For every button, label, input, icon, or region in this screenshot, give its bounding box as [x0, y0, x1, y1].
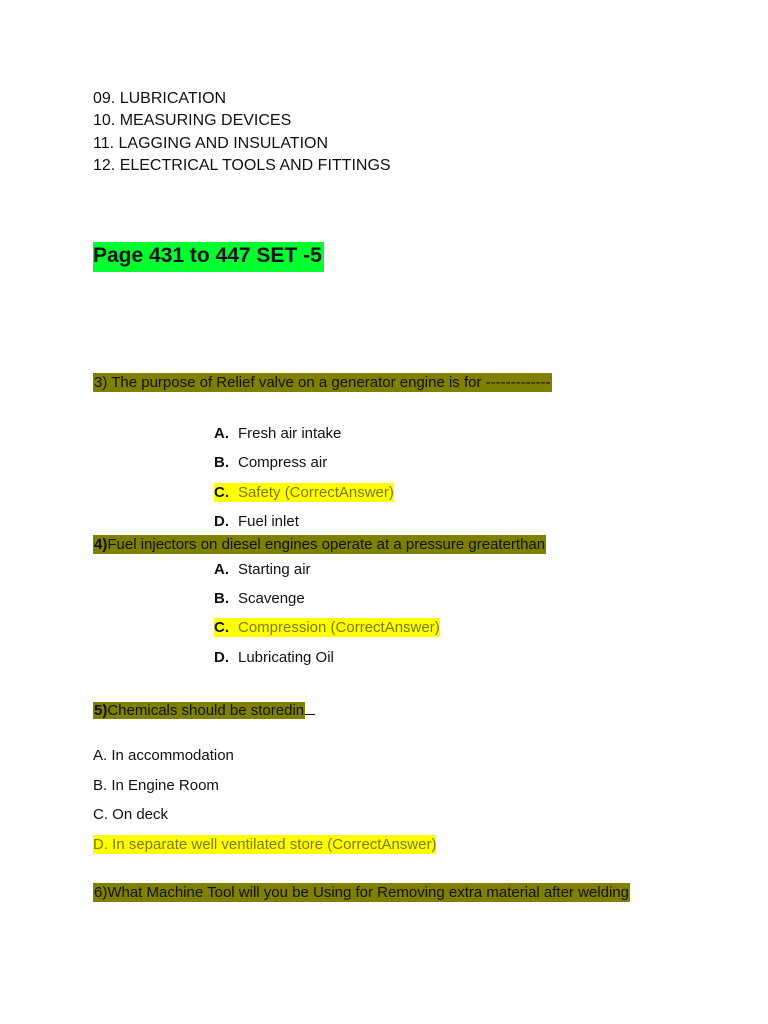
option-letter: C. — [214, 619, 229, 636]
q4-option-d — [214, 648, 334, 667]
set-title: Page 431 to 447 SET -5 — [93, 242, 324, 272]
toc-line-electrical-tools: 12. ELECTRICAL TOOLS AND FITTINGS — [93, 157, 391, 174]
q5-option-d-correct: D. In separate well ventilated store (CorrectAnswer) — [93, 836, 437, 853]
q5-option-c: C. On deck — [93, 806, 169, 823]
q4-option-b — [214, 589, 305, 608]
question-6: 6)What Machine Tool will you be Using for Removing extra material after welding — [94, 884, 629, 901]
option-text: Lubricating Oil — [238, 649, 334, 666]
option-letter: C. — [214, 484, 229, 501]
option-letter: D. — [214, 649, 229, 666]
option-text: Fresh air intake — [238, 425, 342, 442]
toc-line-lagging-insulation: 11. LAGGING AND INSULATION — [93, 135, 329, 152]
toc-line-measuring-devices: 10. MEASURING DEVICES — [93, 112, 292, 129]
option-letter: B. — [214, 454, 229, 471]
question-4 — [93, 535, 546, 554]
question-5-highlight — [93, 702, 305, 719]
answer-blank — [305, 700, 315, 715]
question-5 — [93, 700, 315, 720]
option-text: Compression (CorrectAnswer) — [238, 619, 440, 636]
question-number: 4) — [94, 536, 108, 553]
q5-option-b: B. In Engine Room — [93, 777, 219, 794]
question-text: Fuel injectors on diesel engines operate at a pressure greaterthan — [107, 536, 546, 553]
option-text: Compress air — [238, 454, 328, 471]
question-3: 3) The purpose of Relief valve on a generator engine is for ------------- — [94, 374, 551, 391]
option-text: Fuel inlet — [238, 513, 299, 530]
option-letter: B. — [214, 590, 229, 607]
option-text: Scavenge — [238, 590, 305, 607]
option-letter: A. — [214, 561, 229, 578]
q3-option-d — [214, 512, 299, 531]
q3-option-a — [214, 424, 341, 443]
q3-option-b — [214, 453, 327, 472]
option-text: Safety (CorrectAnswer) — [238, 484, 394, 501]
question-text: Chemicals should be storedin — [107, 702, 305, 719]
option-text: Starting air — [238, 561, 311, 578]
q5-option-a: A. In accommodation — [93, 747, 234, 764]
question-number: 5) — [94, 702, 108, 719]
q4-option-a — [214, 560, 311, 579]
q3-option-c-correct — [214, 483, 394, 502]
option-letter: D. — [214, 513, 229, 530]
q4-option-c-correct — [214, 618, 440, 637]
toc-line-lubrication: 09. LUBRICATION — [93, 90, 227, 107]
option-letter: A. — [214, 425, 229, 442]
